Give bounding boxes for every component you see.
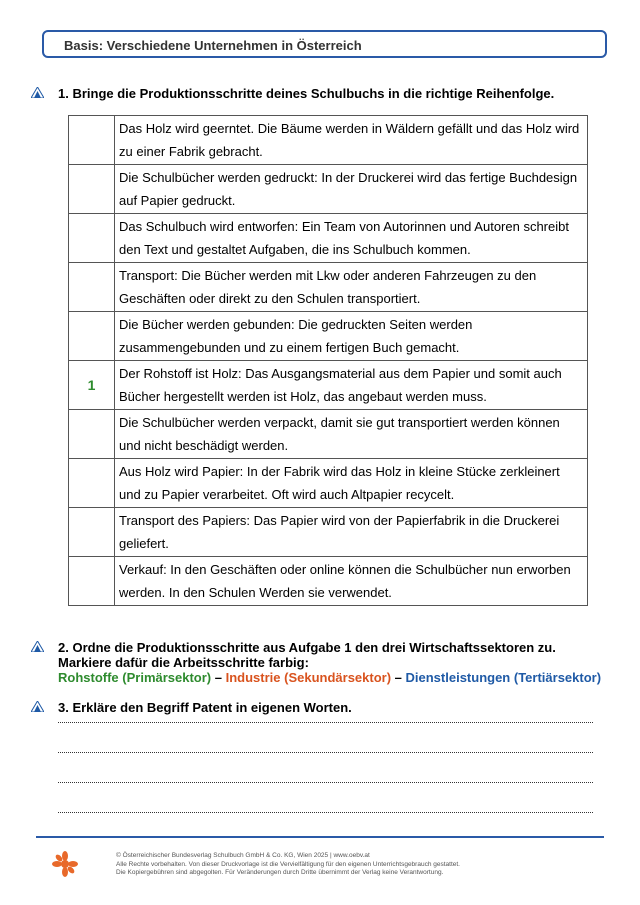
task-2-line-1: 2. Ordne die Produktionsschritte aus Aufgabe 1 den drei Wirtschaftssektoren zu. bbox=[58, 640, 556, 655]
production-steps-table bbox=[68, 115, 588, 606]
step-text-cell: Die Schulbücher werden verpackt, damit sie gut transportiert werden können und nicht beschädigt werden. bbox=[115, 410, 588, 459]
step-text-cell: Transport des Papiers: Das Papier wird von der Papierfabrik in die Druckerei geliefert. bbox=[115, 508, 588, 557]
answer-line[interactable] bbox=[58, 812, 593, 813]
step-text-cell: Das Schulbuch wird entworfen: Ein Team von Autorinnen und Autoren schreibt den Text und gestaltet Aufgaben, die ins Schulbuch kommen. bbox=[115, 214, 588, 263]
task-3-heading: 3. Erkläre den Begriff Patent in eigenen Worten. bbox=[58, 700, 352, 715]
order-number-cell[interactable] bbox=[69, 508, 115, 557]
step-text-cell: Das Holz wird geerntet. Die Bäume werden in Wäldern gefällt und das Holz wird zu einer Fabrik gebracht. bbox=[115, 116, 588, 165]
step-text-cell: Verkauf: In den Geschäften oder online können die Schulbücher nun erworben werden. In den Schulen Werden sie verwendet. bbox=[115, 557, 588, 606]
sector-legend bbox=[58, 670, 601, 685]
separator: – bbox=[211, 670, 226, 685]
table-row bbox=[69, 263, 588, 312]
order-number-cell[interactable] bbox=[69, 165, 115, 214]
tertiary-sector-label: Dienstleistungen (Tertiärsektor) bbox=[405, 670, 602, 685]
order-number-cell[interactable] bbox=[69, 263, 115, 312]
order-number-cell[interactable] bbox=[69, 214, 115, 263]
order-number-cell[interactable] bbox=[69, 312, 115, 361]
table-row bbox=[69, 312, 588, 361]
difficulty-level-icon bbox=[31, 87, 44, 98]
separator: – bbox=[391, 670, 406, 685]
difficulty-level-icon bbox=[31, 641, 44, 652]
footer-line-3: Die Kopiergebühren sind abgegolten. Für Veränderungen durch Dritte übernimmt der Verlag keine Verantwortung. bbox=[116, 869, 444, 876]
difficulty-level-icon bbox=[31, 701, 44, 712]
order-number-cell[interactable]: 1 bbox=[69, 361, 115, 410]
order-number-cell[interactable] bbox=[69, 410, 115, 459]
step-text-cell: Transport: Die Bücher werden mit Lkw oder anderen Fahrzeugen zu den Geschäften oder direkt zu den Schulen transportiert. bbox=[115, 263, 588, 312]
task-2-heading bbox=[58, 640, 556, 670]
primary-sector-label: Rohstoffe (Primärsektor) bbox=[58, 670, 212, 685]
footer-copyright bbox=[116, 852, 460, 878]
footer-line-2: Alle Rechte vorbehalten. Von dieser Druckvorlage ist die Vervielfältigung für den eigenen Unterrichtsgebrauch gestattet. bbox=[116, 860, 460, 868]
step-text-cell: Die Bücher werden gebunden: Die gedruckten Seiten werden zusammengebunden und zu einem fertigen Buch gemacht. bbox=[115, 312, 588, 361]
table-row bbox=[69, 116, 588, 165]
answer-line[interactable] bbox=[58, 752, 593, 753]
answer-line[interactable] bbox=[58, 722, 593, 723]
table-row bbox=[69, 165, 588, 214]
publisher-logo bbox=[52, 851, 78, 877]
order-number-cell[interactable] bbox=[69, 459, 115, 508]
table-row bbox=[69, 508, 588, 557]
footer-line-1: © Österreichischer Bundesverlag Schulbuch GmbH & Co. KG, Wien 2025 | www.oebv.at bbox=[116, 852, 370, 859]
table-row bbox=[69, 410, 588, 459]
worksheet-title: Basis: Verschiedene Unternehmen in Österreich bbox=[64, 38, 362, 53]
order-number-cell[interactable] bbox=[69, 557, 115, 606]
table-row bbox=[69, 557, 588, 606]
table-row bbox=[69, 361, 588, 410]
step-text-cell: Der Rohstoff ist Holz: Das Ausgangsmaterial aus dem Papier und somit auch Bücher hergestellt werden ist Holz, das angebaut werden muss. bbox=[115, 361, 588, 410]
step-text-cell: Aus Holz wird Papier: In der Fabrik wird das Holz in kleine Stücke zerkleinert und zu Papier verarbeitet. Oft wird auch Altpapier recycelt. bbox=[115, 459, 588, 508]
step-text-cell: Die Schulbücher werden gedruckt: In der Druckerei wird das fertige Buchdesign auf Papier gedruckt. bbox=[115, 165, 588, 214]
secondary-sector-label: Industrie (Sekundärsektor) bbox=[225, 670, 392, 685]
footer-divider bbox=[36, 836, 604, 838]
task-1-heading: 1. Bringe die Produktionsschritte deines Schulbuchs in die richtige Reihenfolge. bbox=[58, 86, 555, 101]
task-2-line-2: Markiere dafür die Arbeitsschritte farbig: bbox=[58, 655, 309, 670]
table-row bbox=[69, 214, 588, 263]
order-number-cell[interactable] bbox=[69, 116, 115, 165]
worksheet-title-box bbox=[42, 30, 607, 58]
answer-line[interactable] bbox=[58, 782, 593, 783]
table-row bbox=[69, 459, 588, 508]
